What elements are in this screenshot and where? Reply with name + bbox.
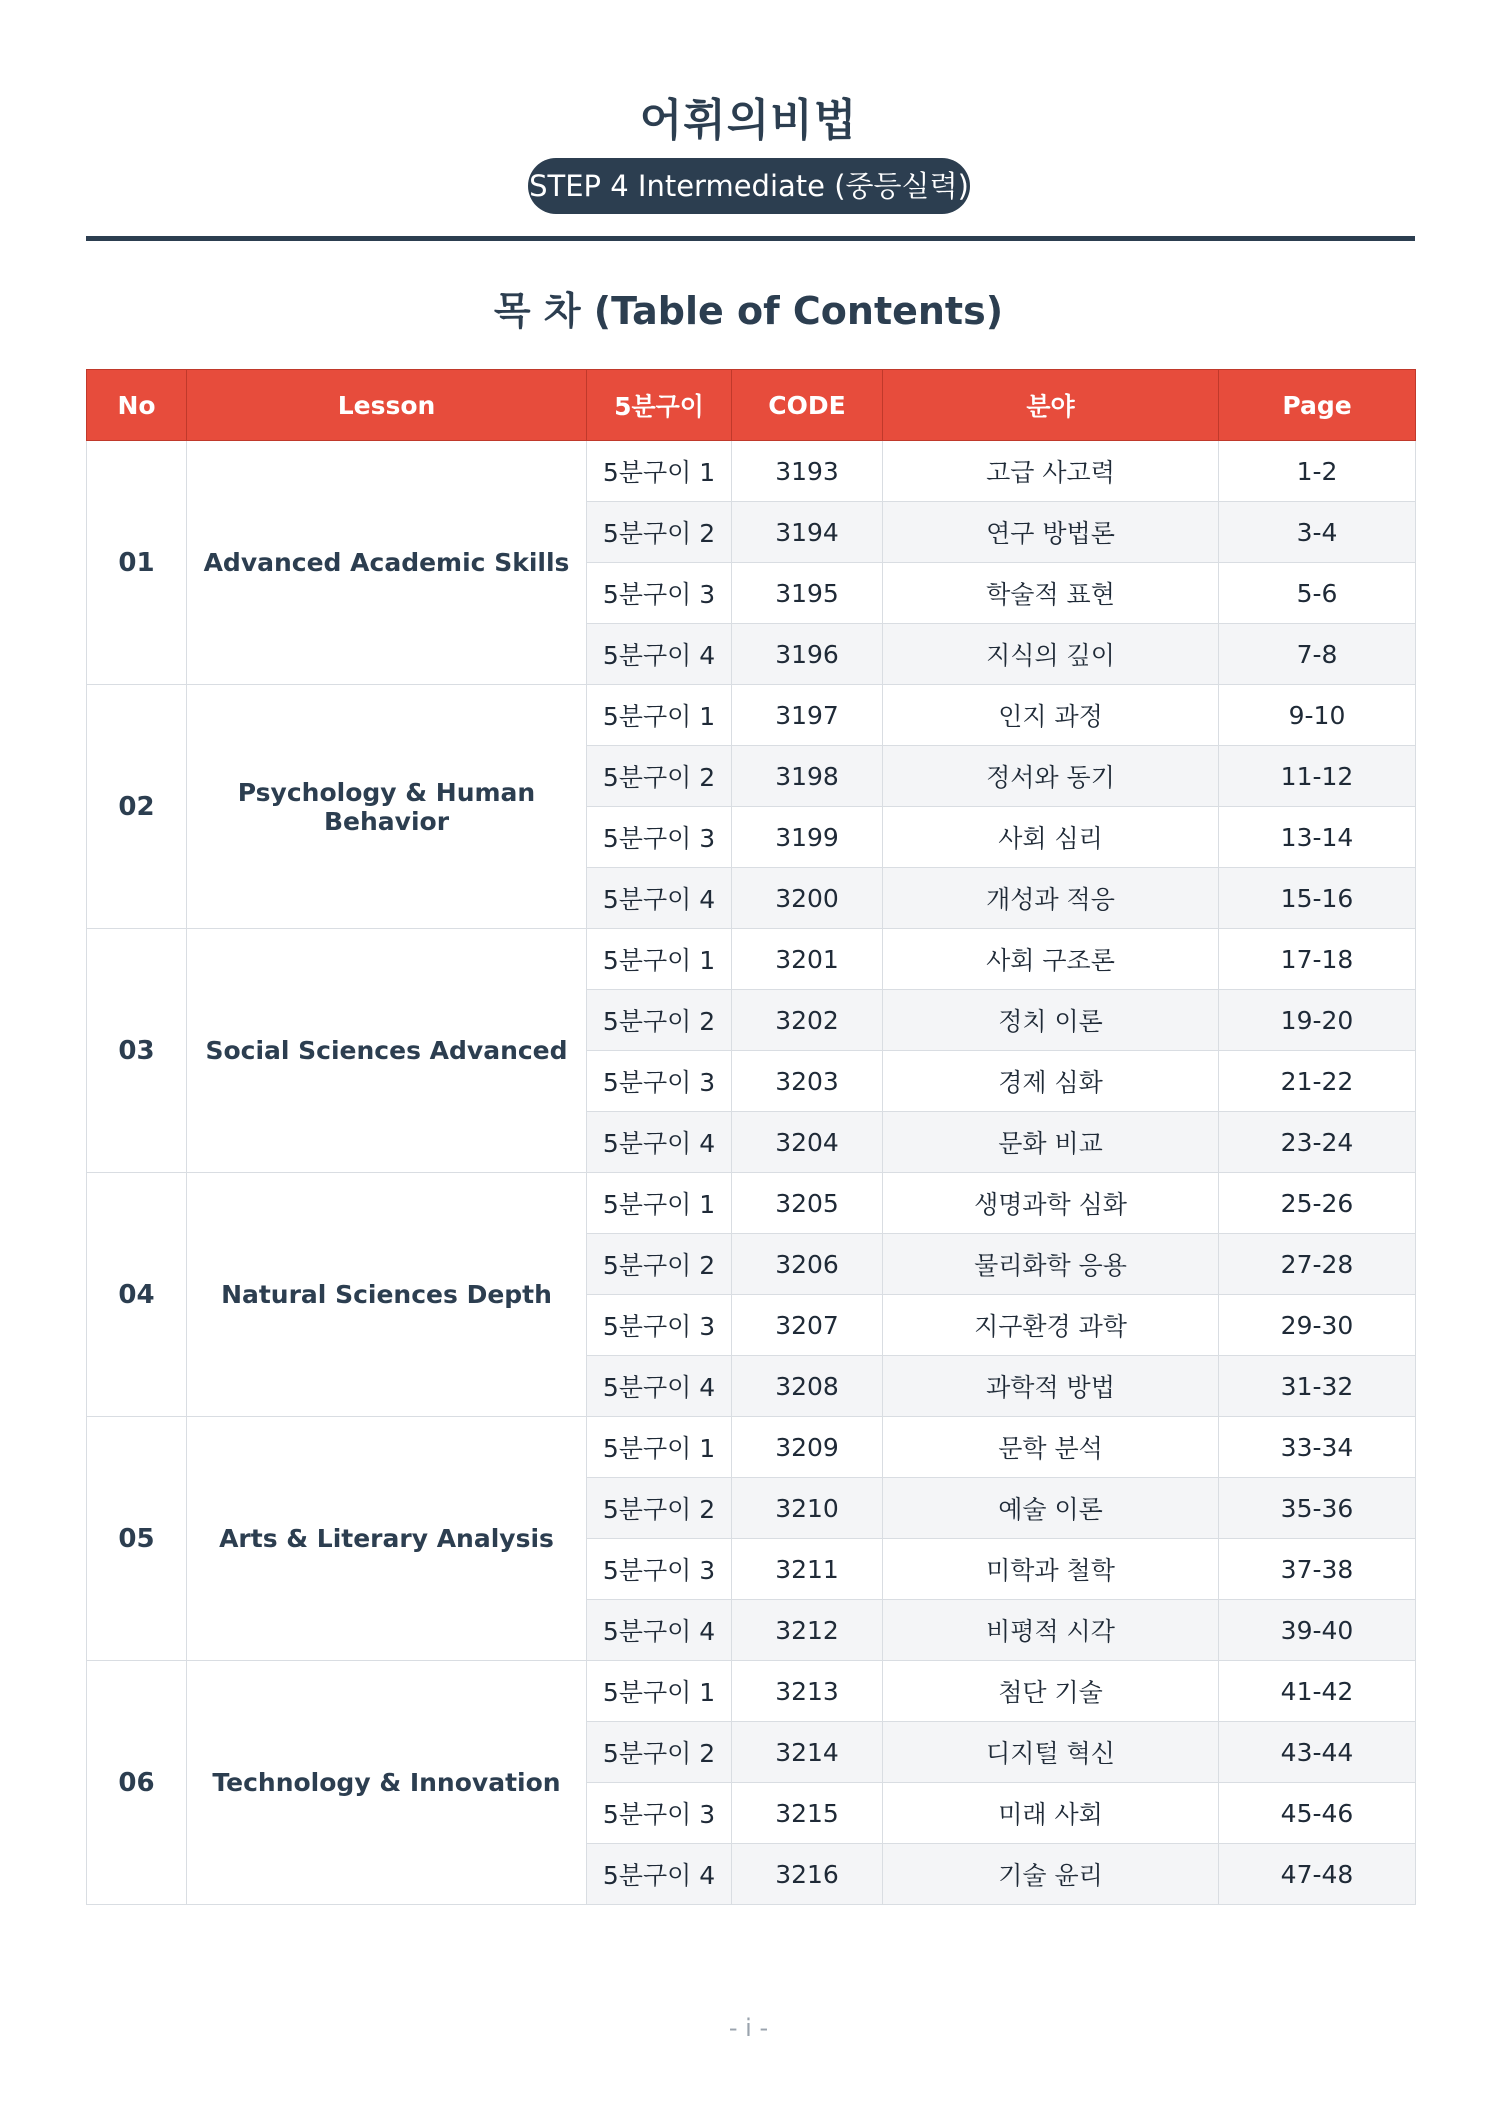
unit-field: 고급 사고력: [883, 441, 1219, 502]
unit-code: 3210: [732, 1478, 883, 1539]
lesson-name: Advanced Academic Skills: [187, 441, 587, 685]
unit-label: 5분구이 4: [587, 1844, 732, 1905]
unit-label: 5분구이 1: [587, 1173, 732, 1234]
toc-heading: 목 차 (Table of Contents): [493, 289, 1004, 333]
unit-field: 사회 심리: [883, 807, 1219, 868]
unit-code: 3193: [732, 441, 883, 502]
unit-label: 5분구이 3: [587, 1539, 732, 1600]
table-row: [87, 441, 1416, 502]
unit-page: 21-22: [1219, 1051, 1416, 1112]
unit-page: 31-32: [1219, 1356, 1416, 1417]
unit-field: 연구 방법론: [883, 502, 1219, 563]
unit-page: 19-20: [1219, 990, 1416, 1051]
unit-field: 지구환경 과학: [883, 1295, 1219, 1356]
unit-label: 5분구이 2: [587, 990, 732, 1051]
unit-page: 11-12: [1219, 746, 1416, 807]
toc-body: [87, 441, 1416, 1905]
unit-label: 5분구이 4: [587, 868, 732, 929]
unit-page: 7-8: [1219, 624, 1416, 685]
lesson-name: Social Sciences Advanced: [187, 929, 587, 1173]
unit-code: 3195: [732, 563, 883, 624]
unit-field: 기술 윤리: [883, 1844, 1219, 1905]
unit-page: 35-36: [1219, 1478, 1416, 1539]
unit-code: 3215: [732, 1783, 883, 1844]
unit-code: 3212: [732, 1600, 883, 1661]
unit-code: 3206: [732, 1234, 883, 1295]
table-row: [87, 1417, 1416, 1478]
unit-label: 5분구이 4: [587, 624, 732, 685]
unit-label: 5분구이 1: [587, 1661, 732, 1722]
lesson-number: 01: [87, 441, 187, 685]
unit-code: 3214: [732, 1722, 883, 1783]
unit-code: 3202: [732, 990, 883, 1051]
unit-field: 학술적 표현: [883, 563, 1219, 624]
unit-page: 47-48: [1219, 1844, 1416, 1905]
unit-label: 5분구이 2: [587, 1478, 732, 1539]
lesson-number: 04: [87, 1173, 187, 1417]
unit-label: 5분구이 2: [587, 746, 732, 807]
unit-label: 5분구이 3: [587, 1783, 732, 1844]
unit-code: 3196: [732, 624, 883, 685]
step-badge: STEP 4 Intermediate (중등실력): [528, 158, 970, 214]
unit-page: 29-30: [1219, 1295, 1416, 1356]
table-row: [87, 1661, 1416, 1722]
unit-field: 인지 과정: [883, 685, 1219, 746]
unit-field: 문화 비교: [883, 1112, 1219, 1173]
unit-code: 3194: [732, 502, 883, 563]
unit-page: 5-6: [1219, 563, 1416, 624]
unit-page: 27-28: [1219, 1234, 1416, 1295]
unit-page: 13-14: [1219, 807, 1416, 868]
unit-page: 39-40: [1219, 1600, 1416, 1661]
unit-code: 3203: [732, 1051, 883, 1112]
unit-page: 25-26: [1219, 1173, 1416, 1234]
unit-code: 3207: [732, 1295, 883, 1356]
unit-label: 5분구이 1: [587, 929, 732, 990]
unit-field: 경제 심화: [883, 1051, 1219, 1112]
unit-field: 예술 이론: [883, 1478, 1219, 1539]
unit-code: 3200: [732, 868, 883, 929]
unit-code: 3204: [732, 1112, 883, 1173]
unit-label: 5분구이 2: [587, 1722, 732, 1783]
lesson-number: 06: [87, 1661, 187, 1905]
unit-label: 5분구이 3: [587, 1295, 732, 1356]
unit-code: 3211: [732, 1539, 883, 1600]
table-row: [87, 1173, 1416, 1234]
unit-page: 43-44: [1219, 1722, 1416, 1783]
unit-page: 45-46: [1219, 1783, 1416, 1844]
unit-field: 미래 사회: [883, 1783, 1219, 1844]
unit-page: 1-2: [1219, 441, 1416, 502]
lesson-name: Arts & Literary Analysis: [187, 1417, 587, 1661]
unit-code: 3197: [732, 685, 883, 746]
unit-code: 3198: [732, 746, 883, 807]
unit-code: 3201: [732, 929, 883, 990]
unit-code: 3199: [732, 807, 883, 868]
unit-field: 정서와 동기: [883, 746, 1219, 807]
unit-field: 과학적 방법: [883, 1356, 1219, 1417]
toc-table: [86, 369, 1416, 1905]
unit-page: 23-24: [1219, 1112, 1416, 1173]
unit-label: 5분구이 4: [587, 1112, 732, 1173]
unit-label: 5분구이 4: [587, 1356, 732, 1417]
header-code: CODE: [732, 370, 883, 441]
unit-label: 5분구이 2: [587, 1234, 732, 1295]
unit-code: 3209: [732, 1417, 883, 1478]
lesson-name: Technology & Innovation: [187, 1661, 587, 1905]
unit-field: 첨단 기술: [883, 1661, 1219, 1722]
lesson-number: 02: [87, 685, 187, 929]
unit-field: 개성과 적응: [883, 868, 1219, 929]
unit-page: 37-38: [1219, 1539, 1416, 1600]
unit-page: 17-18: [1219, 929, 1416, 990]
lesson-number: 03: [87, 929, 187, 1173]
unit-label: 5분구이 2: [587, 502, 732, 563]
unit-label: 5분구이 3: [587, 563, 732, 624]
header-no: No: [87, 370, 187, 441]
table-row: [87, 685, 1416, 746]
unit-field: 미학과 철학: [883, 1539, 1219, 1600]
unit-page: 33-34: [1219, 1417, 1416, 1478]
page-number: - i -: [728, 2014, 769, 2042]
unit-field: 생명과학 심화: [883, 1173, 1219, 1234]
unit-label: 5분구이 1: [587, 685, 732, 746]
unit-page: 3-4: [1219, 502, 1416, 563]
unit-field: 정치 이론: [883, 990, 1219, 1051]
unit-field: 비평적 시각: [883, 1600, 1219, 1661]
unit-code: 3205: [732, 1173, 883, 1234]
header-unit: 5분구이: [587, 370, 732, 441]
unit-field: 물리화학 응용: [883, 1234, 1219, 1295]
header-lesson: Lesson: [187, 370, 587, 441]
title-divider: [86, 236, 1415, 241]
lesson-name: Natural Sciences Depth: [187, 1173, 587, 1417]
table-header-row: [87, 370, 1416, 441]
unit-page: 41-42: [1219, 1661, 1416, 1722]
header-field: 분야: [883, 370, 1219, 441]
unit-field: 문학 분석: [883, 1417, 1219, 1478]
unit-label: 5분구이 3: [587, 807, 732, 868]
unit-page: 15-16: [1219, 868, 1416, 929]
unit-code: 3213: [732, 1661, 883, 1722]
unit-label: 5분구이 1: [587, 441, 732, 502]
unit-label: 5분구이 4: [587, 1600, 732, 1661]
unit-label: 5분구이 1: [587, 1417, 732, 1478]
header-page: Page: [1219, 370, 1416, 441]
unit-label: 5분구이 3: [587, 1051, 732, 1112]
page-title: 어휘의비법: [639, 95, 858, 146]
table-row: [87, 929, 1416, 990]
lesson-number: 05: [87, 1417, 187, 1661]
unit-field: 지식의 깊이: [883, 624, 1219, 685]
unit-code: 3208: [732, 1356, 883, 1417]
unit-field: 사회 구조론: [883, 929, 1219, 990]
unit-code: 3216: [732, 1844, 883, 1905]
lesson-name: Psychology & Human Behavior: [187, 685, 587, 929]
unit-page: 9-10: [1219, 685, 1416, 746]
unit-field: 디지털 혁신: [883, 1722, 1219, 1783]
